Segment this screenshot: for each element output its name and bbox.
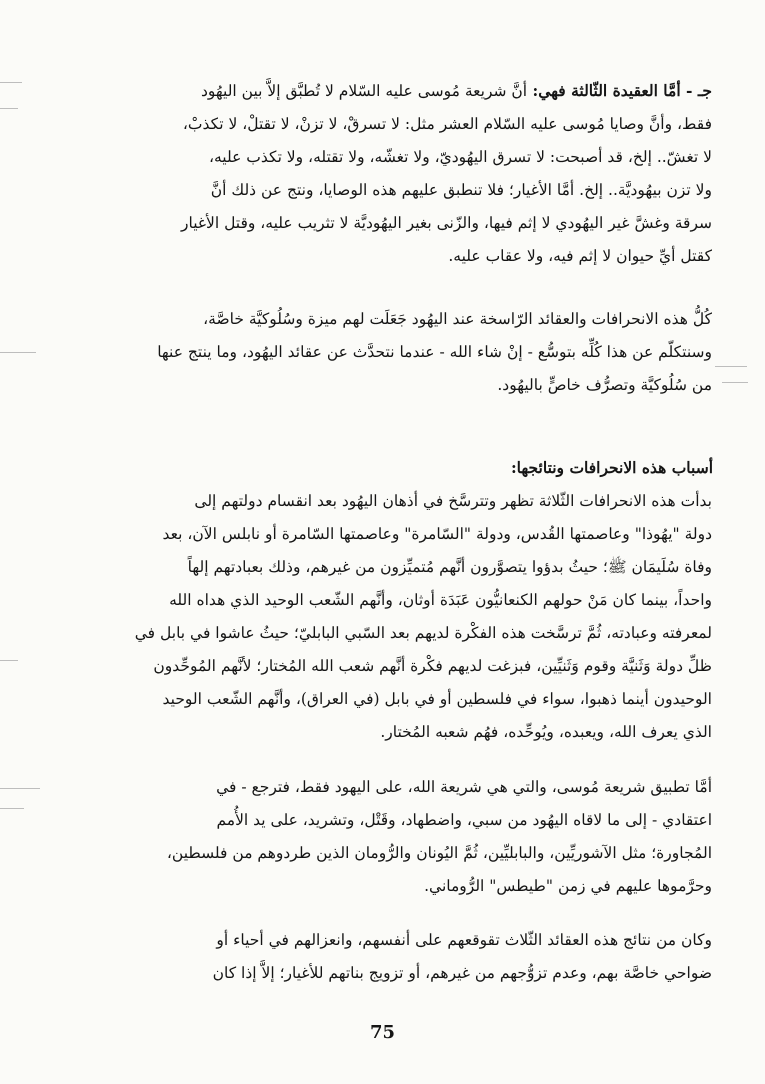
scan-margin-mark	[0, 660, 18, 661]
text-line: الوحيدون أينما ذهبوا، سواء في فلسطين أو في بابل (في العراق)، وأنَّهم الشّعب الوحيد	[162, 690, 712, 708]
paragraph-law-application	[64, 771, 712, 903]
text-line: كُلُّ هذه الانحرافات والعقائد الرّاسخة عند اليهُود جَعَلَت لهم ميزة وسُلُوكيَّة خاصَّة،	[203, 310, 712, 328]
text-line: وسنتكلّم عن هذا كُلِّه بتوسُّع - إنْ شاء الله - عندما نتحدَّث عن عقائد اليهُود، وما ينتج عنها	[157, 343, 712, 361]
scan-margin-mark	[0, 108, 18, 109]
scan-margin-mark	[0, 82, 22, 83]
paragraph-behaviour	[64, 303, 712, 402]
text-line: كقتل أيِّ حيوان لا إثم فيه، ولا عقاب عليه.	[448, 247, 712, 265]
scan-margin-mark	[0, 352, 36, 353]
text-line: بدأت هذه الانحرافات الثّلاثة تظهر وتترسَّخ في أذهان اليهُود بعد انقسام دولتهم إلى	[194, 492, 712, 510]
scan-margin-mark	[0, 788, 40, 789]
text-line: وكان من نتائج هذه العقائد الثّلاث تقوقعهم على أنفسهم، وانعزالهم في أحياء أو	[216, 931, 712, 949]
text-line: وفاة سُلَيمَان ﷺ؛ حيثُ بدؤوا يتصوَّرون أنَّهم مُتميِّزون من غيرهم، وذلك بعبادتهم إلهاً	[187, 558, 712, 576]
paragraph-third-belief	[64, 74, 712, 273]
text-line: لا تغشّ.. إلخ، قد أصبحت: لا تسرق اليهُوديّ، ولا تغشّه، ولا تقتله، ولا تكذب عليه،	[208, 148, 712, 166]
paragraph-isolation	[64, 924, 712, 990]
text-line: لمعرفته وعبادته، ثُمَّ ترسَّخت هذه الفكْرة لديهم بعد السّبي البابليّ؛ حيثُ عاشوا في بابل في	[134, 624, 712, 642]
text-line: أمَّا تطبيق شريعة مُوسى، والتي هي شريعة الله، على اليهود فقط، فترجع - في	[216, 778, 712, 796]
text-line: اعتقادي - إلى ما لاقاه اليهُود من سبي، واضطهاد، وقَتْل، وتشريد، على يد الأُمم	[216, 811, 712, 829]
scan-margin-mark	[0, 808, 24, 809]
text-line: جـ - أمَّا العقيدة الثّالثة فهي: أنَّ شريعة مُوسى عليه السّلام لا تُطبَّق إلاَّ بين اليهُود	[200, 81, 712, 100]
section-lead: جـ - أمَّا العقيدة الثّالثة فهي:	[527, 81, 712, 100]
text-line: فقط، وأنَّ وصايا مُوسى عليه السّلام العشر مثل: لا تسرقْ، لا تزنْ، لا تقتلْ، لا تكذبْ،	[182, 115, 712, 133]
text-line: واحداً، بينما كان مَنْ حولهم الكنعانيُّون عَبَدَة أوثان، وأنَّهم الشّعب الوحيد الذي هداه الله	[169, 591, 712, 609]
text-line: ولا تزن بيهُوديَّة.. إلخ. أمَّا الأغيار؛ فلا تنطبق عليهم هذه الوصايا، ونتج عن ذلك أنَّ	[210, 181, 712, 199]
text-line: وحرَّموها عليهم في زمن "طيطس" الرُّوماني.	[424, 877, 712, 895]
text-line: المُجاورة؛ مثل الآشوريِّين، والبابليِّين، ثُمَّ اليُونان والرُّومان الذين طردوهم من فلسطين،	[166, 844, 712, 862]
scan-margin-mark	[715, 366, 747, 367]
text-line: ظلِّ دولة وَثَنيَّة وقوم وَثَنيِّين، فبزغت لديهم فكْرة أنَّهم شعب الله المُختار؛ لأنَّهم المُوحِّدون	[153, 657, 712, 675]
text-line: ضواحي خاصَّة بهم، وعدم تزوُّجهم من غيرهم، أو تزويج بناتهم للأغيار؛ إلاَّ إذا كان	[212, 964, 712, 982]
page-number: 75	[369, 1022, 396, 1043]
text-line: من سُلُوكيَّة وتصرُّف خاصٍّ باليهُود.	[497, 376, 712, 394]
text-line: سرقة وغشَّ غير اليهُودي لا إثم فيها، والزّنى بغير اليهُوديَّة لا تثريب عليه، وقتل الأغيار	[181, 214, 712, 232]
scan-margin-mark	[722, 382, 748, 383]
text-line: الذي يعرف الله، ويعبده، ويُوحِّده، فهُم شعبه المُختار.	[380, 723, 712, 741]
section-heading: أسباب هذه الانحرافات ونتائجها:	[510, 458, 713, 477]
paragraph-history	[64, 485, 712, 749]
text-line: دولة "يهُوذا" وعاصمتها القُدس، ودولة "السّامرة" وعاصمتها السّامرة أو نابلس الآن، بعد	[162, 525, 712, 543]
